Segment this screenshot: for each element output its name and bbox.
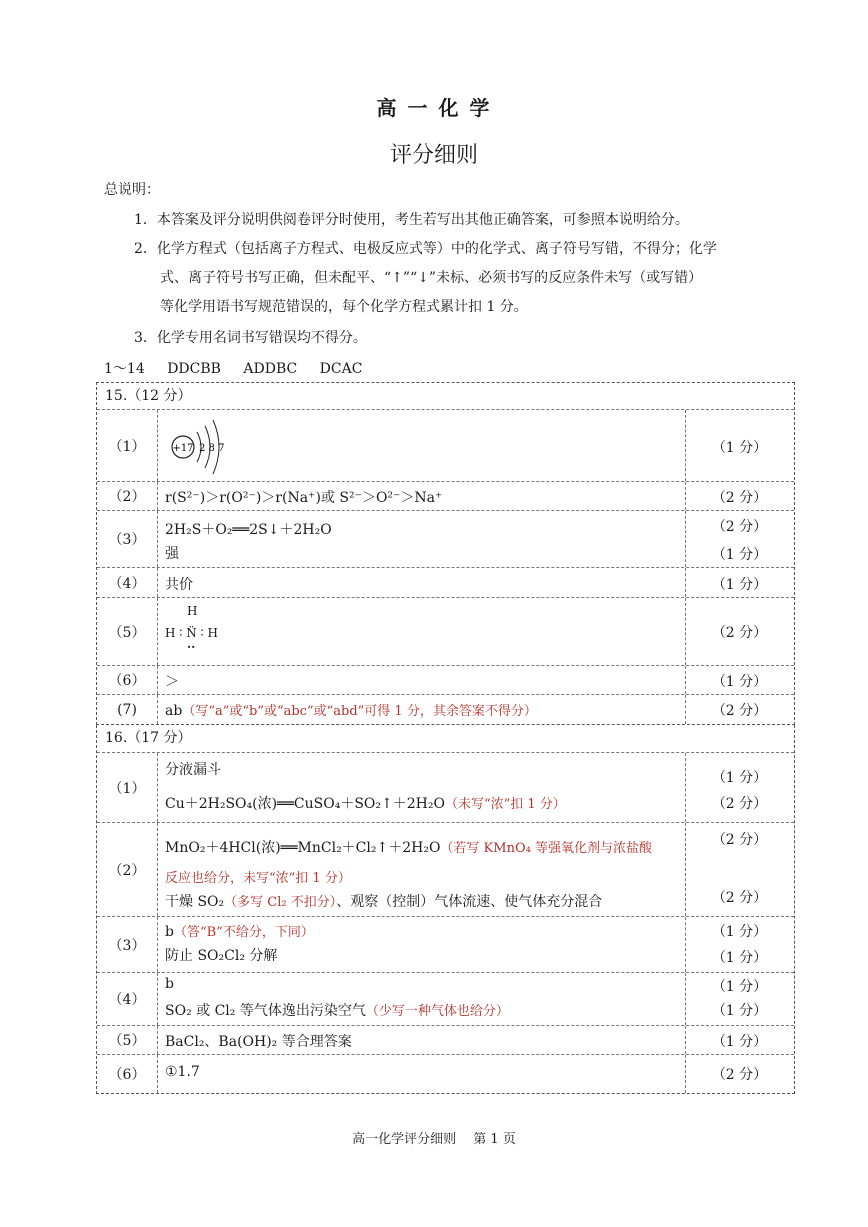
general-item-2-line-2: 式、离子符号书写正确，但未配平、“↑”“↓”未标、必须书写的反应条件未写（或写错） (160, 270, 703, 286)
q16-row-3-no: （3） (97, 917, 158, 972)
q15-row-5 (97, 598, 794, 666)
q16-row-1 (97, 753, 794, 823)
q15-row-2 (97, 482, 794, 511)
q16-row-2-note-1: （若写 KMnO₄ 等强氧化剂与浓盐酸 (440, 841, 652, 856)
general-item-1: 1．本答案及评分说明供阅卷评分时使用，考生若写出其他正确答案，可参照本说明给分。 (134, 212, 689, 228)
q16-row-3-score-2: （1 分） (711, 950, 768, 966)
q15-row-1-no: （1） (97, 410, 158, 481)
q15-row-1 (97, 410, 794, 482)
q16-row-3 (97, 917, 794, 973)
q16-row-6 (97, 1055, 794, 1093)
electron-formula-lone-pair: ·· (187, 640, 196, 654)
q15-row-4-no: （4） (97, 568, 158, 597)
q16-row-1-answer: 分液漏斗 (165, 762, 221, 778)
q16-row-1-note: （未写“浓”扣 1 分） (444, 797, 566, 812)
q16-row-2-answer-a: 干燥 SO₂ (165, 894, 225, 910)
q15-row-6-answer: ＞ (165, 674, 179, 690)
atom-nucleus-label: +17 (172, 443, 194, 454)
q15-row-2-no: （2） (97, 482, 158, 510)
q16-row-5-score: （1 分） (711, 1034, 768, 1050)
q16-row-6-answer: ①1.7 (165, 1064, 200, 1080)
q15-row-7-answer: ab (165, 703, 183, 719)
q16-row-1-score-2: （2 分） (711, 796, 768, 812)
q15-row-3-score-1: （2 分） (711, 519, 768, 535)
page-subtitle: 评分细则 (389, 143, 478, 168)
q15-row-6 (97, 666, 794, 695)
q15-row-7-note: （写“a”或“b”或“abc”或“abd”可得 1 分，其余答案不得分） (182, 704, 537, 719)
q15-row-3-no: （3） (97, 511, 158, 567)
page-footer: 高一化学评分细则 第 1 页 (352, 1132, 516, 1147)
q15-row-6-score: （1 分） (711, 674, 768, 690)
q16-row-5-no: （5） (97, 1026, 158, 1054)
q16-row-4-reason: SO₂ 或 Cl₂ 等气体逸出污染空气 (165, 1003, 366, 1019)
q16-row-4-no: （4） (97, 973, 158, 1025)
q15-row-4-answer: 共价 (165, 577, 193, 593)
q16-row-3-score-1: （1 分） (711, 924, 768, 940)
q15-row-3-answer: 强 (165, 546, 179, 562)
q15-row-3 (97, 511, 794, 568)
general-heading: 总说明： (104, 182, 160, 198)
electron-formula-top-h: H (187, 604, 198, 618)
q16-row-4-answer: b (165, 976, 174, 992)
q15-row-5-score: （2 分） (711, 625, 768, 641)
q16-table (96, 725, 795, 1094)
general-item-2-line-3: 等化学用语书写规范错误的，每个化学方程式累计扣 1 分。 (160, 299, 528, 315)
choice-range: 1～14 (104, 361, 145, 377)
q16-row-2-no: （2） (97, 823, 158, 916)
q15-table (96, 382, 795, 725)
q15-row-7 (97, 695, 794, 724)
q15-row-6-no: （6） (97, 666, 158, 694)
q16-row-2-equation: MnO₂＋4HCl(浓)══MnCl₂＋Cl₂↑＋2H₂O (165, 840, 441, 856)
choice-answers (104, 358, 380, 378)
q16-row-1-equation: Cu＋2H₂SO₄(浓)══CuSO₄＋SO₂↑＋2H₂O (165, 796, 445, 812)
choice-group-1: DDCBB (167, 361, 221, 377)
q16-row-2-score-1: （2 分） (711, 832, 768, 848)
q16-row-5-answer: BaCl₂、Ba(OH)₂ 等合理答案 (165, 1034, 352, 1050)
q15-row-7-score: （2 分） (711, 703, 768, 719)
q16-row-1-no: （1） (97, 753, 158, 822)
q16-row-4 (97, 973, 794, 1026)
atom-structure-diagram (163, 412, 253, 482)
choice-group-3: DCAC (319, 361, 363, 377)
q16-row-2-note-2: 反应也给分，未写“浓”扣 1 分） (165, 871, 351, 886)
choice-group-2: ADDBC (243, 361, 298, 377)
q16-row-2 (97, 823, 794, 917)
q15-row-1-score: （1 分） (711, 440, 768, 456)
q16-row-6-score: （2 分） (711, 1067, 768, 1083)
q15-row-3-score-2: （1 分） (711, 547, 768, 563)
page-title: 高 一 化 学 (376, 96, 492, 120)
q15-row-2-answer: r(S²⁻)＞r(O²⁻)＞r(Na⁺)或 S²⁻＞O²⁻＞Na⁺ (165, 490, 443, 506)
atom-shell-electrons: 2 8 7 (199, 443, 225, 454)
q16-row-2-answer-b: 、观察（控制）气体流速、使气体充分混合 (336, 894, 603, 910)
q16-row-2-note-3: （多写 Cl₂ 不扣分） (224, 895, 337, 910)
q15-row-5-no: （5） (97, 598, 158, 665)
electron-formula-main: H ∶ N̈ ∶ H (165, 626, 218, 640)
q16-row-3-answer: b (165, 924, 174, 940)
q15-header: 15.（12 分） (97, 383, 794, 410)
q16-row-1-score-1: （1 分） (711, 770, 768, 786)
q16-row-4-score-2: （1 分） (711, 1003, 768, 1019)
q15-row-4 (97, 568, 794, 598)
q15-row-2-score: （2 分） (711, 490, 768, 506)
general-item-2-line-1: 2．化学方程式（包括离子方程式、电极反应式等）中的化学式、离子符号写错，不得分；化学 (134, 241, 717, 257)
q16-row-4-score-1: （1 分） (711, 979, 768, 995)
q16-row-6-no: （6） (97, 1055, 158, 1093)
q16-row-2-score-2: （2 分） (711, 890, 768, 906)
q15-row-7-no: (7) (97, 695, 158, 724)
q15-row-4-score: （1 分） (711, 577, 768, 593)
general-item-3: 3．化学专用名词书写错误均不得分。 (134, 330, 367, 346)
q15-row-3-equation: 2H₂S＋O₂══2S↓＋2H₂O (165, 522, 332, 538)
q16-row-3-note: （答“B”不给分，下同） (173, 925, 314, 940)
q16-row-3-reason: 防止 SO₂Cl₂ 分解 (165, 948, 278, 964)
q16-row-4-note: （少写一种气体也给分） (365, 1004, 509, 1019)
q16-row-5 (97, 1026, 794, 1055)
q16-header: 16.（17 分） (97, 725, 794, 753)
